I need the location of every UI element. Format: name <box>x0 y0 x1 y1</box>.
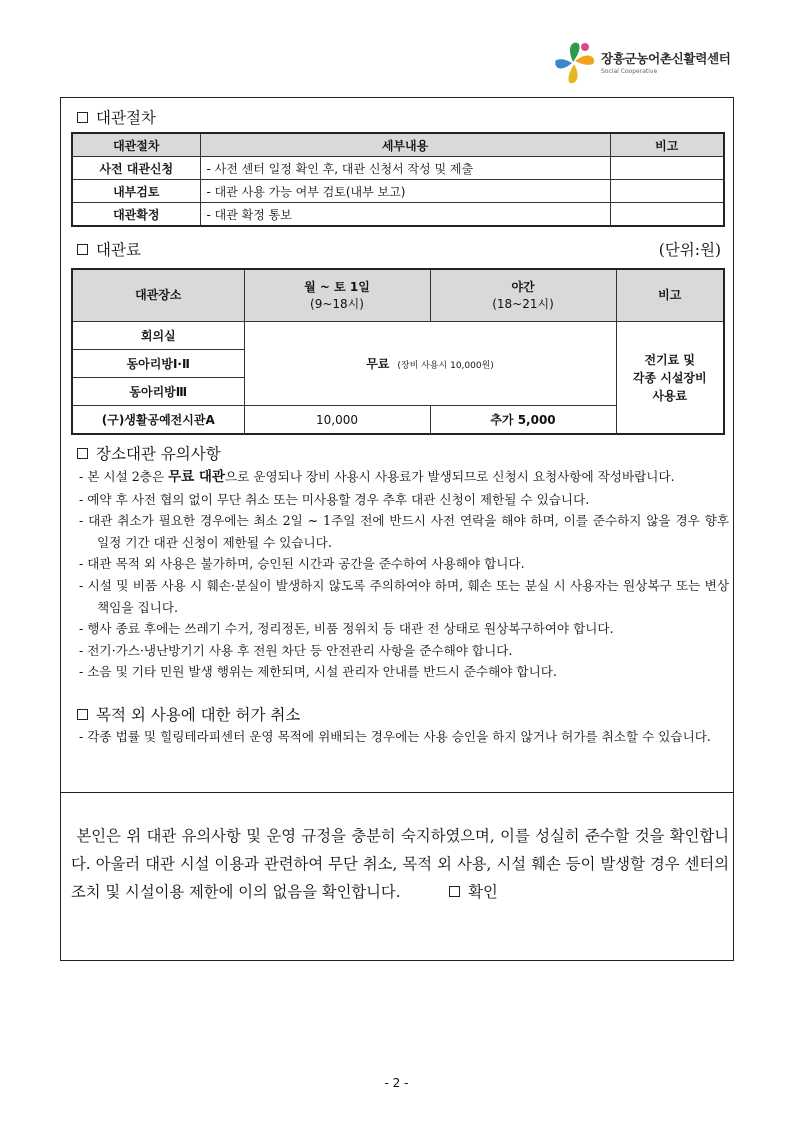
header-cell: 세부내용 <box>200 133 610 157</box>
checkbox-icon <box>77 244 88 255</box>
section-permit-cancel <box>77 703 300 725</box>
note-cell <box>610 203 724 227</box>
checkbox-icon[interactable] <box>449 886 460 897</box>
list-item: - 본 시설 2층은 무료 대관으로 운영되나 장비 사용시 사용료가 발생되므로 신청시 요청사항에 작성바랍니다. <box>79 469 675 485</box>
section-rental-procedure <box>77 106 156 128</box>
note-cell <box>610 180 724 203</box>
permit-cancel-list <box>79 726 729 748</box>
unit-label: (단위:원) <box>658 241 721 259</box>
fee-table <box>71 268 725 435</box>
day-fee-cell: 10,000 <box>244 406 430 435</box>
section-rental-fee <box>77 238 141 260</box>
header-note: 비고 <box>616 269 724 322</box>
list-item: - 전기·가스·냉난방기기 사용 후 전원 차단 등 안전관리 사항을 준수해야 합니다. <box>79 642 513 658</box>
free-cell: 무료 (장비 사용시 10,000원) <box>244 322 616 406</box>
section-divider <box>61 792 733 793</box>
header-day: 월 ~ 토 1일 (9~18시) <box>244 269 430 322</box>
list-item: - 시설 및 비품 사용 시 훼손·분실이 발생하지 않도록 주의하여야 하며, 훼손 또는 분실 시 사용자는 원상복구 또는 변상 책임을 집니다. <box>79 577 729 615</box>
detail-cell: - 대관 확정 통보 <box>200 203 610 227</box>
confirm-checkbox[interactable] <box>449 883 498 901</box>
section-title: 대관절차 <box>96 109 156 127</box>
header-night: 야간 (18~21시) <box>430 269 616 322</box>
table-row <box>72 322 724 350</box>
center-logo <box>553 40 743 86</box>
logo-name: 장흥군농어촌신활력센터 <box>601 51 731 66</box>
place-cell: 회의실 <box>72 322 244 350</box>
list-item: - 소음 및 기타 민원 발생 행위는 제한되며, 시설 관리자 안내를 반드시 준수해야 합니다. <box>79 664 557 680</box>
procedure-table <box>71 132 725 227</box>
step-cell: 내부검토 <box>72 180 200 203</box>
fee-note-cell: 전기료 및 각종 시설장비 사용료 <box>616 322 724 435</box>
document-frame <box>60 97 734 961</box>
header-cell: 대관절차 <box>72 133 200 157</box>
page-number: - 2 - <box>384 1076 409 1090</box>
header-place: 대관장소 <box>72 269 244 322</box>
table-row <box>72 203 724 227</box>
precautions-list <box>79 466 729 683</box>
checkbox-icon <box>77 709 88 720</box>
list-item: - 행사 종료 후에는 쓰레기 수거, 정리정돈, 비품 정위치 등 대관 전 상태로 원상복구하여야 합니다. <box>79 621 614 637</box>
place-cell: 동아리방Ⅲ <box>72 378 244 406</box>
detail-cell: - 대관 사용 가능 여부 검토(내부 보고) <box>200 180 610 203</box>
list-item: - 대관 목적 외 사용은 불가하며, 승인된 시간과 공간을 준수하여 사용해야 합니다. <box>79 556 525 572</box>
checkbox-icon <box>77 448 88 459</box>
section-title: 대관료 <box>96 241 141 259</box>
confirmation-statement <box>71 822 729 906</box>
confirmation-text: 본인은 위 대관 유의사항 및 운영 규정을 충분히 숙지하였으며, 이를 성실히 준수할 것을 확인합니다. 아울러 대관 시설 이용과 관련하여 무단 취소, 목적 외 사용, 시설 훼손 등이 발생할 경우 센터의 조치 및 시설이용 제한에 이의 없음을 확인합니다. <box>71 827 729 901</box>
list-item: - 대관 취소가 필요한 경우에는 최소 2일 ~ 1주일 전에 반드시 사전 연락을 해야 하며, 이를 준수하지 않을 경우 향후 일정 기간 대관 신청이 제한될 수 있습니다. <box>79 513 729 550</box>
header-cell: 비고 <box>610 133 724 157</box>
table-row <box>72 157 724 180</box>
checkbox-icon <box>77 112 88 123</box>
place-cell: (구)생활공예전시관A <box>72 406 244 435</box>
logo-sub: Social Cooperative <box>601 68 658 75</box>
section-precautions <box>77 442 221 464</box>
confirm-label: 확인 <box>468 883 498 901</box>
pinwheel-logo-icon <box>553 40 597 86</box>
section-title: 장소대관 유의사항 <box>96 445 221 463</box>
detail-cell: - 사전 센터 일정 확인 후, 대관 신청서 작성 및 제출 <box>200 157 610 180</box>
table-row <box>72 180 724 203</box>
step-cell: 사전 대관신청 <box>72 157 200 180</box>
table-header <box>72 133 724 157</box>
place-cell: 동아리방Ⅰ·Ⅱ <box>72 350 244 378</box>
list-item: - 예약 후 사전 협의 없이 무단 취소 또는 미사용할 경우 추후 대관 신청이 제한될 수 있습니다. <box>79 491 590 507</box>
note-cell <box>610 157 724 180</box>
step-cell: 대관확정 <box>72 203 200 227</box>
table-header <box>72 269 724 322</box>
list-item: - 각종 법률 및 힐링테라피센터 운영 목적에 위배되는 경우에는 사용 승인을 하지 않거나 허가를 취소할 수 있습니다. <box>79 729 711 744</box>
section-title: 목적 외 사용에 대한 허가 취소 <box>96 706 301 724</box>
night-fee-cell: 추가 5,000 <box>430 406 616 435</box>
